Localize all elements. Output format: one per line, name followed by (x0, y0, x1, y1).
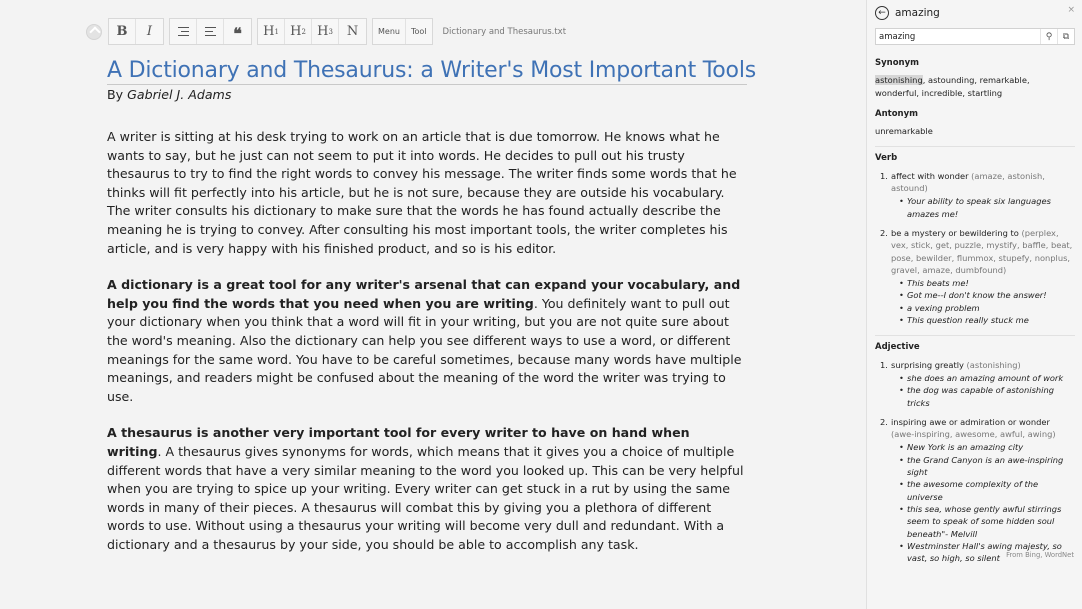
sense-definition: affect with wonder (891, 170, 969, 181)
example-list (891, 195, 1075, 220)
bold-label: B (116, 24, 128, 39)
italic-button[interactable] (136, 19, 163, 44)
h1-sub: 1 (274, 27, 279, 36)
quote-button[interactable] (224, 19, 251, 44)
sense-definition: inspiring awe or admiration or wonder (891, 416, 1050, 427)
source-credit: From Bing, WordNet (1006, 551, 1074, 559)
outdent-button[interactable] (170, 19, 197, 44)
example-list (891, 277, 1075, 326)
synonym-list (875, 74, 1075, 99)
heading-1-button[interactable] (258, 19, 285, 44)
sense-definition: be a mystery or bewildering to (891, 227, 1019, 238)
sense-number: 1. (880, 359, 888, 370)
back-arrow-icon[interactable]: ← (875, 6, 889, 20)
example-sentence: • the dog was capable of astonishing tricks (899, 384, 1075, 409)
menu-group (372, 18, 433, 45)
search-box (875, 28, 1075, 45)
normal-text-button[interactable] (339, 19, 366, 44)
quote-icon: ❝ (233, 24, 242, 43)
heading-2-button[interactable] (285, 19, 312, 44)
app-logo-icon[interactable] (86, 24, 102, 40)
h1-label: H (263, 24, 275, 39)
copy-icon[interactable]: ⧉ (1057, 29, 1074, 44)
h2-sub: 2 (301, 27, 306, 36)
example-sentence: • Got me--I don't know the answer! (899, 289, 1075, 301)
example-sentence: • This beats me! (899, 277, 1075, 289)
verb-senses (875, 170, 1075, 327)
adjective-senses (875, 359, 1075, 565)
example-sentence: • the awesome complexity of the universe (899, 478, 1075, 503)
example-sentence: • a vexing problem (899, 302, 1075, 314)
synonym-highlighted[interactable]: astonishing (875, 75, 923, 86)
close-icon[interactable]: × (1067, 5, 1075, 15)
adjective-sense (875, 359, 1075, 409)
adjective-sense-row (875, 359, 1075, 409)
example-sentence: • the Grand Canyon is an awe-inspiring sight (899, 454, 1075, 479)
paragraph-3-text: . A thesaurus gives synonyms for words, which means that it gives you a choice of multiple different words that have a very similar meaning to the word you looked up. This can be very helpful when you are trying to spice up your writing. Every writer can get stuck in a rut by using the same words in many of their pieces. A thesaurus will combat this by giving you a plethora of different words to use. Without using a thesaurus your writing will become very dull and redundant. With a dictionary and a thesaurus by your side, you should be able to accomplish any task. (107, 443, 744, 552)
formatting-toolbar (86, 18, 566, 45)
outdent-icon (178, 27, 189, 36)
byline-prefix: By (107, 87, 128, 102)
paragraph-2-text: . You definitely want to pull out your dictionary when you think that a word will fit in your writing, but you are not quite sure about the word's meaning. Also the dictionary can help you see different ways to use a word, or different meanings for the same word. You have to be careful sometimes, because many words have multiple meanings, and readers might be confused about the meaning of the word the writer was trying to use. (107, 295, 742, 404)
search-icon[interactable]: ⚲ (1040, 29, 1057, 44)
sense-number: 1. (880, 170, 888, 181)
bold-button[interactable] (109, 19, 136, 44)
synonym-rest: , astounding, remarkable, wonderful, incredible, startling (875, 75, 1030, 98)
example-sentence: • Your ability to speak six languages amazes me! (899, 195, 1075, 220)
definition-panel (875, 57, 1075, 573)
synonym-title: Synonym (875, 58, 920, 68)
example-sentence: • Westminster Hall's awing majesty, so vast, so high, so silent (899, 540, 1075, 565)
sense-content (891, 359, 1075, 409)
verb-sense-row (875, 227, 1075, 326)
document-title: A Dictionary and Thesaurus: a Writer's Most Important Tools (107, 58, 756, 83)
paragraph-2 (107, 276, 747, 406)
tool-button[interactable]: Tool (410, 27, 427, 36)
thesaurus-sidebar (866, 0, 1082, 609)
author-name: Gabriel J. Adams (127, 87, 232, 102)
block-group (169, 18, 252, 45)
lookup-word: amazing (895, 7, 940, 19)
sense-definition: surprising greatly (891, 359, 964, 370)
verb-section (875, 146, 1075, 326)
antonym-section (875, 108, 1075, 138)
indent-button[interactable] (197, 19, 224, 44)
example-sentence: • This question really stuck me (899, 314, 1075, 326)
paragraph-2-bold: A dictionary is a great tool for any writer's arsenal that can expand your vocabulary, and help you find the words that you need when you are writing (107, 277, 741, 311)
sense-content (891, 416, 1075, 565)
verb-sense (875, 227, 1075, 326)
example-sentence: • New York is an amazing city (899, 441, 1075, 453)
document-body[interactable] (107, 58, 756, 554)
example-list (891, 441, 1075, 564)
paragraph-3-bold: A thesaurus is another very important tool for every writer to have on hand when writing (107, 425, 690, 459)
h2-label: H (290, 24, 302, 39)
example-list (891, 372, 1075, 409)
sense-number: 2. (880, 227, 888, 238)
verb-title: Verb (875, 146, 1075, 164)
byline (107, 87, 747, 102)
adjective-sense-row (875, 416, 1075, 565)
paragraph-3 (107, 424, 747, 554)
antonym-value: unremarkable (875, 126, 933, 137)
example-sentence: • this sea, whose gently awful stirrings seem to speak of some hidden soul beneath"- Melvill (899, 503, 1075, 540)
sense-content (891, 170, 1075, 220)
h3-label: H (317, 24, 329, 39)
text-style-group (108, 18, 164, 45)
italic-label: I (146, 24, 153, 39)
sense-synonyms: (amaze, astonish, astound) (891, 170, 1045, 194)
sense-synonyms: (awe-inspiring, awesome, awful, awing) (891, 429, 1056, 440)
sidebar-header (875, 5, 1075, 21)
adjective-sense (875, 416, 1075, 565)
heading-3-button[interactable] (312, 19, 339, 44)
normal-label: N (346, 24, 359, 39)
h3-sub: 3 (328, 27, 333, 36)
example-sentence: • she does an amazing amount of work (899, 372, 1075, 384)
adjective-section (875, 335, 1075, 564)
adjective-title: Adjective (875, 335, 1075, 353)
verb-sense-row (875, 170, 1075, 220)
sense-content (891, 227, 1075, 326)
search-input[interactable] (876, 32, 1040, 42)
synonym-section (875, 57, 1075, 99)
sense-synonyms: (perplex, vex, stick, get, puzzle, mystify, baffle, beat, pose, bewilder, flummox, stupefy, nonplus, gravel, amaze, dumbfound) (891, 227, 1073, 275)
menu-button[interactable]: Menu (373, 19, 406, 44)
file-name: Dictionary and Thesaurus.txt (442, 26, 567, 37)
paragraph-1: A writer is sitting at his desk trying to work on an article that is due tomorrow. He knows what he wants to say, but he just can not seem to put it into words. He decides to pull out his trusty thesaurus to try to find the right words to convey his message. The writer finds some words that he thinks will fit perfectly into his article, but he is not sure, because they are outside his vocabulary. The writer consults his dictionary to make sure that the words he has found actually describe the meaning he is trying to convey. After consulting his most important tools, the writer completes his article, and is very happy with his finished product, and so is his editor. (107, 129, 737, 256)
verb-sense (875, 170, 1075, 220)
antonym-title: Antonym (875, 108, 918, 119)
sense-number: 2. (880, 416, 888, 427)
sense-synonyms: (astonishing) (963, 359, 1021, 370)
heading-group (257, 18, 367, 45)
indent-icon (205, 27, 216, 36)
